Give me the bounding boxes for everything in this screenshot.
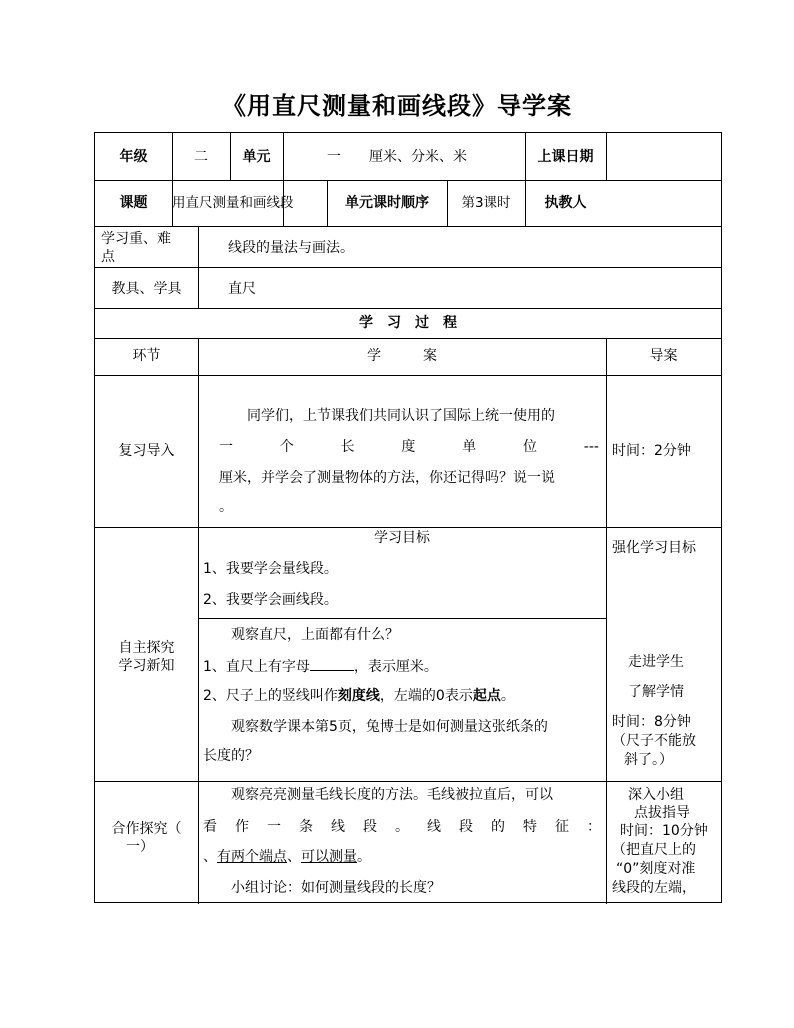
lesson-table <box>94 132 722 903</box>
row-rule <box>95 308 721 309</box>
order-label: 单元课时顺序 <box>345 195 429 211</box>
teacher-label: 执教人 <box>544 195 587 211</box>
focus-label-line2: 点 <box>101 249 115 265</box>
tools-label: 教具、学具 <box>111 281 182 297</box>
word: 个 <box>279 439 294 455</box>
col-header-plan: 学 案 <box>367 348 437 364</box>
coop-line1: 观察亮亮测量毛线长度的方法。毛线被拉直后，可以 <box>231 787 553 803</box>
unit-label: 单元 <box>242 149 271 165</box>
unit-value: 一 厘米、分米、米 <box>327 149 467 165</box>
word: 位 <box>522 439 537 455</box>
answer-blank[interactable] <box>310 656 354 671</box>
row-rule <box>95 226 721 227</box>
word: 段 <box>459 819 473 835</box>
word: 征 <box>555 819 569 835</box>
word: --- <box>583 439 599 455</box>
word: 看 <box>203 819 217 835</box>
topic-label: 课题 <box>119 195 148 211</box>
review-line2 <box>219 437 599 457</box>
coop-line2 <box>203 817 601 837</box>
row-rule <box>95 375 721 376</box>
col-rule <box>283 133 284 226</box>
row-rule <box>95 267 721 268</box>
word: ： <box>587 819 601 835</box>
observe-line: 观察直尺，上面都有什么？ <box>231 627 399 643</box>
explore-guide-5: （尺子不能放 <box>612 733 696 749</box>
review-guide: 时间：2分钟 <box>612 443 691 459</box>
explore-guide-3: 了解学情 <box>628 684 684 700</box>
goal-title: 学习目标 <box>374 530 430 546</box>
word: 作 <box>235 819 249 835</box>
coop-line3: 、有两个端点、可以测量。 <box>203 849 371 865</box>
explore-stage-line2: 学习新知 <box>118 658 175 674</box>
review-line3: 厘米，并学会了测量物体的方法，你还记得吗？说一说 <box>219 470 555 486</box>
word: 一 <box>219 439 233 455</box>
row-rule <box>198 618 606 619</box>
goal-2: 2、我要学会画线段。 <box>203 592 338 608</box>
question-2: 2、尺子上的竖线叫作刻度线，左端的0表示起点。 <box>203 688 515 704</box>
order-value: 第3课时 <box>461 195 511 211</box>
grade-label: 年级 <box>119 149 148 165</box>
goal-1: 1、我要学会量线段。 <box>203 561 338 577</box>
book-line1: 观察数学课本第5页，兔博士是如何测量这张纸条的 <box>231 719 548 735</box>
word: 段 <box>363 819 377 835</box>
explore-guide-6: 斜了。） <box>624 752 673 768</box>
date-label: 上课日期 <box>537 149 594 165</box>
coop-stage-line2: 一） <box>126 839 154 855</box>
topic-value: 用直尺测量和画线段 <box>172 195 294 211</box>
word: 单 <box>462 439 477 455</box>
row-rule <box>95 781 721 782</box>
explore-guide-2: 走进学生 <box>628 654 684 670</box>
coop-guide-5: “0”刻度对准 <box>616 861 696 877</box>
row-rule <box>95 180 721 181</box>
process-heading: 学 习 过 程 <box>359 315 457 331</box>
word: 。 <box>395 819 409 835</box>
grade-value: 二 <box>194 149 208 165</box>
page-title: 《用直尺测量和画线段》导学案 <box>222 92 572 120</box>
word: 线 <box>331 819 345 835</box>
focus-label-line1: 学习重、难 <box>101 231 171 247</box>
review-stage: 复习导入 <box>118 443 175 459</box>
col-header-stage: 环节 <box>132 348 161 364</box>
coop-guide-4: （把直尺上的 <box>612 842 696 858</box>
coop-guide-2: 点拔指导 <box>634 805 690 821</box>
coop-line4: 小组讨论：如何测量线段的长度？ <box>231 880 441 896</box>
col-header-guide: 导案 <box>649 348 678 364</box>
col-rule <box>198 226 199 308</box>
review-line1: 同学们，上节课我们共同认识了国际上统一使用的 <box>247 408 555 424</box>
col-rule <box>198 338 199 904</box>
word: 特 <box>523 819 537 835</box>
word: 度 <box>401 439 416 455</box>
explore-stage-line1: 自主探究 <box>118 640 175 656</box>
explore-guide-1: 强化学习目标 <box>612 540 696 556</box>
coop-guide-6: 线段的左端， <box>612 880 696 896</box>
word: 线 <box>427 819 441 835</box>
word: 一 <box>267 819 281 835</box>
tools-value: 直尺 <box>228 281 256 297</box>
word: 条 <box>299 819 313 835</box>
coop-guide-1: 深入小组 <box>628 787 684 803</box>
review-line4: 。 <box>219 499 233 515</box>
explore-guide-4: 时间：8分钟 <box>612 714 691 730</box>
word: 的 <box>491 819 505 835</box>
col-rule <box>606 338 607 904</box>
focus-value: 线段的量法与画法。 <box>228 240 354 256</box>
word: 长 <box>340 439 355 455</box>
coop-stage-line1: 合作探究（ <box>111 821 182 837</box>
book-line2: 长度的？ <box>203 748 259 764</box>
row-rule <box>95 338 721 339</box>
question-1: 1、直尺上有字母 ，表示厘米。 <box>203 656 438 677</box>
col-rule <box>606 133 607 180</box>
coop-guide-3: 时间：10分钟 <box>620 823 708 839</box>
